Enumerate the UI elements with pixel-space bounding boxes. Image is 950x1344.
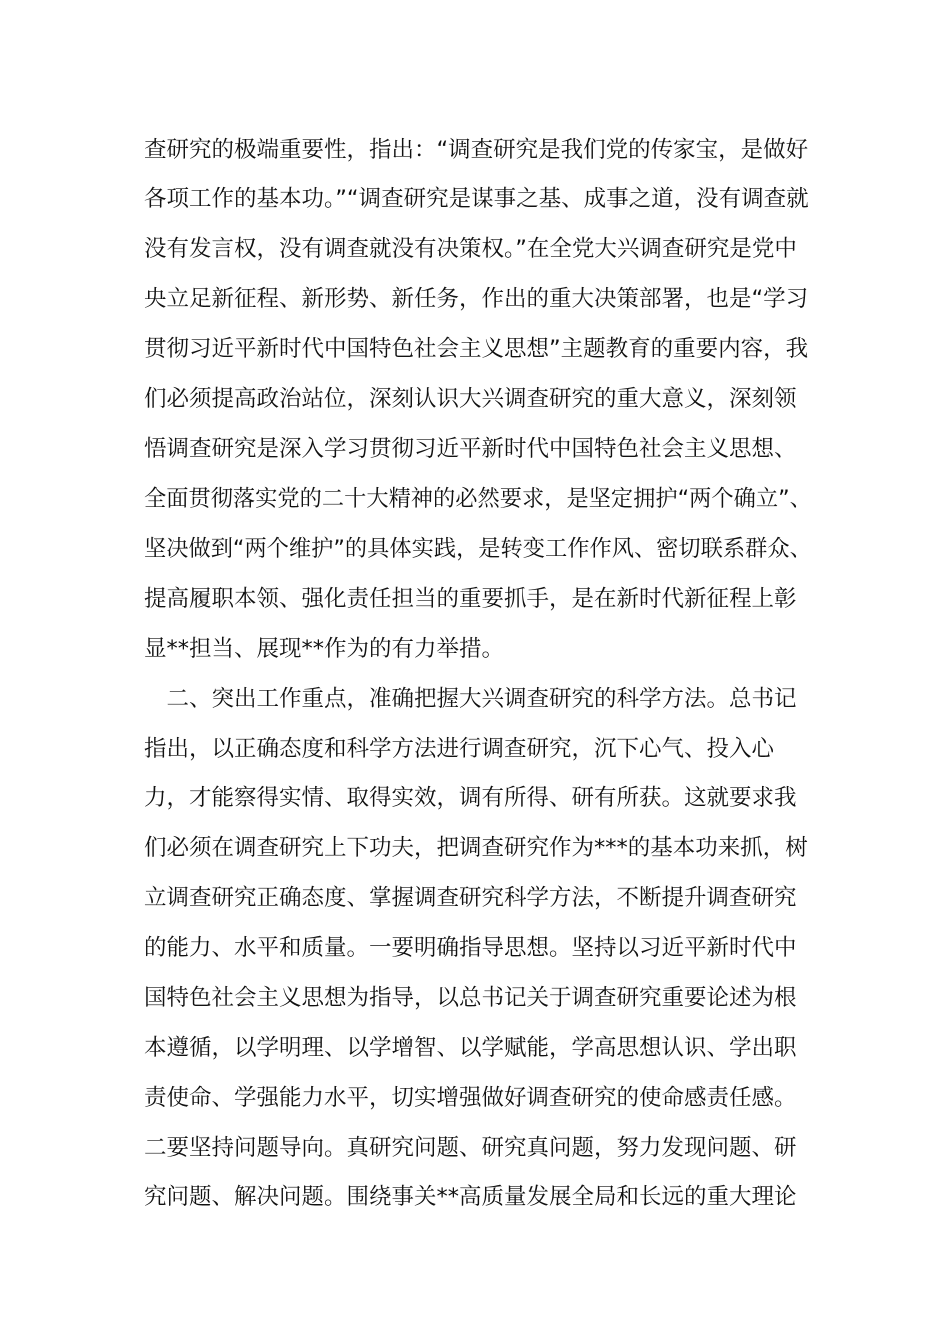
text-line: 的能力、水平和质量。一要明确指导思想。坚持以习近平新时代中 bbox=[144, 935, 797, 961]
text-line: 央立足新征程、新形势、新任务，作出的重大决策部署，也是“学习 bbox=[144, 286, 809, 312]
text-line: 各项工作的基本功。”“调查研究是谋事之基、成事之道，没有调查就 bbox=[144, 186, 809, 212]
text-line: 们必须提高政治站位，深刻认识大兴调查研究的重大意义，深刻领 bbox=[144, 386, 797, 412]
text-line: 查研究的极端重要性，指出：“调查研究是我们党的传家宝，是做好 bbox=[144, 137, 809, 163]
text-line: 没有发言权，没有调查就没有决策权。”在全党大兴调查研究是党中 bbox=[144, 236, 797, 262]
text-line: 悟调查研究是深入学习贯彻习近平新时代中国特色社会主义思想、 bbox=[144, 436, 797, 462]
text-line: 提高履职本领、强化责任担当的重要抓手，是在新时代新征程上彰 bbox=[144, 586, 797, 612]
text-line: 二要坚持问题导向。真研究问题、研究真问题，努力发现问题、研 bbox=[144, 1135, 797, 1161]
text-line: 们必须在调查研究上下功夫，把调查研究作为***的基本功来抓，树 bbox=[144, 835, 808, 861]
text-line: 责使命、学强能力水平，切实增强做好调查研究的使命感责任感。 bbox=[144, 1085, 797, 1111]
text-line: 贯彻习近平新时代中国特色社会主义思想”主题教育的重要内容，我 bbox=[144, 336, 809, 362]
text-line: 本遵循，以学明理、以学增智、以学赋能，学高思想认识、学出职 bbox=[144, 1035, 797, 1061]
text-line: 力，才能察得实情、取得实效，调有所得、研有所获。这就要求我 bbox=[144, 785, 797, 811]
text-line: 国特色社会主义思想为指导，以总书记关于调查研究重要论述为根 bbox=[144, 985, 797, 1011]
text-line: 坚决做到“两个维护”的具体实践，是转变工作作风、密切联系群众、 bbox=[144, 536, 812, 562]
text-line: 显**担当、展现**作为的有力举措。 bbox=[144, 636, 505, 662]
text-line: 立调查研究正确态度、掌握调查研究科学方法，不断提升调查研究 bbox=[144, 885, 797, 911]
text-line: 二、突出工作重点，准确把握大兴调查研究的科学方法。总书记 bbox=[144, 686, 797, 712]
text-line: 究问题、解决问题。围绕事关**高质量发展全局和长远的重大理论 bbox=[144, 1184, 797, 1210]
text-line: 指出，以正确态度和科学方法进行调查研究，沉下心气、投入心 bbox=[144, 736, 775, 762]
text-line: 全面贯彻落实党的二十大精神的必然要求，是坚定拥护“两个确立”、 bbox=[144, 486, 812, 512]
